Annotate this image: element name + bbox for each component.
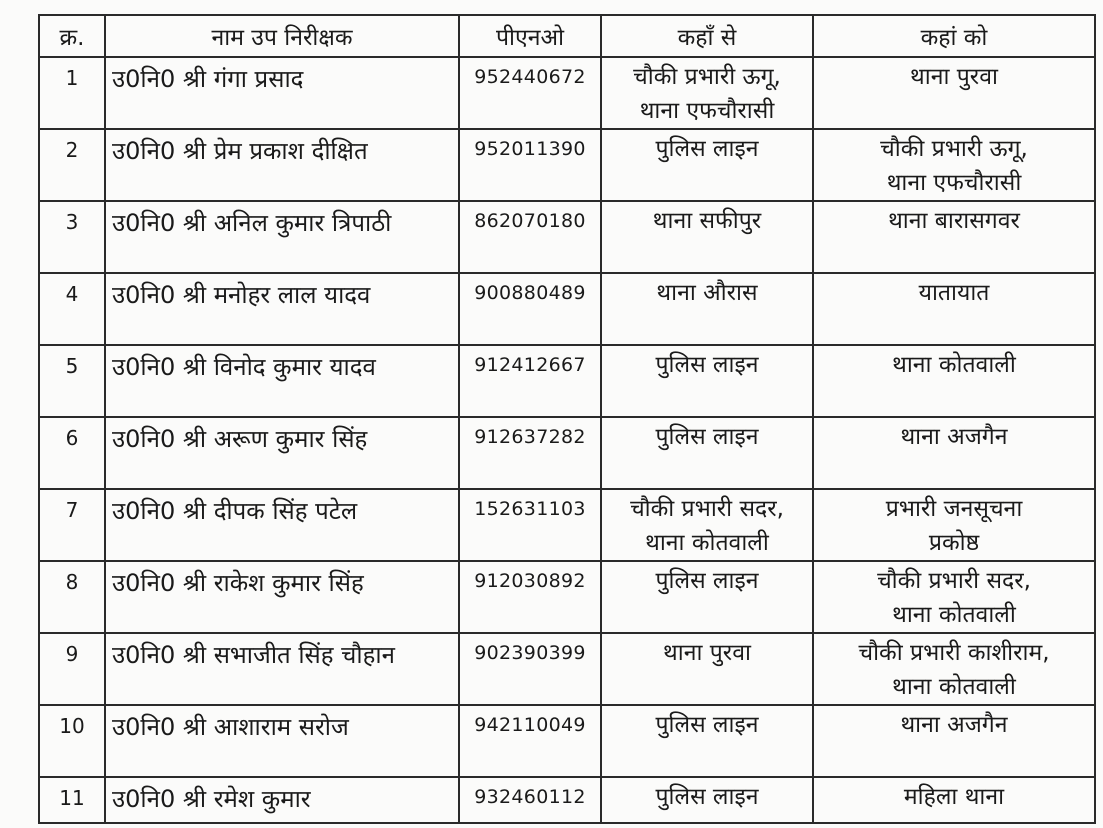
officer-name-cell: उ0नि0 श्री अरूण कुमार सिंह [105, 417, 459, 489]
officer-name-cell: उ0नि0 श्री रमेश कुमार [105, 777, 459, 823]
pno-cell: 952011390 [459, 129, 601, 201]
to-line: थाना एफचौरासी [886, 170, 1022, 196]
serial-cell: 10 [39, 705, 105, 777]
pno-cell: 952440672 [459, 57, 601, 129]
serial-cell: 5 [39, 345, 105, 417]
to-cell [813, 777, 1095, 823]
to-cell [813, 273, 1095, 345]
pno-cell: 912412667 [459, 345, 601, 417]
pno-cell: 912637282 [459, 417, 601, 489]
from-cell [601, 273, 813, 345]
header-to: कहां को [813, 15, 1095, 57]
to-line: थाना अजगैन [900, 712, 1008, 738]
from-cell [601, 345, 813, 417]
table-header-row [39, 15, 1095, 57]
serial-cell: 11 [39, 777, 105, 823]
from-cell [601, 561, 813, 633]
header-serial: क्र. [39, 15, 105, 57]
header-from: कहाँ से [601, 15, 813, 57]
table-row [39, 273, 1095, 345]
to-line: चौकी प्रभारी ऊगू, [880, 136, 1028, 162]
pno-cell: 900880489 [459, 273, 601, 345]
from-line: पुलिस लाइन [655, 712, 759, 738]
to-line: चौकी प्रभारी काशीराम, [858, 640, 1050, 666]
to-line: यातायात [918, 280, 990, 306]
serial-cell: 1 [39, 57, 105, 129]
table-row [39, 345, 1095, 417]
officer-name-cell: उ0नि0 श्री दीपक सिंह पटेल [105, 489, 459, 561]
to-cell [813, 57, 1095, 129]
officer-name-cell: उ0नि0 श्री मनोहर लाल यादव [105, 273, 459, 345]
to-line: प्रकोष्ठ [928, 530, 980, 556]
to-line: महिला थाना [903, 784, 1005, 810]
serial-cell: 4 [39, 273, 105, 345]
from-line: पुलिस लाइन [655, 568, 759, 594]
from-cell [601, 57, 813, 129]
to-line: थाना कोतवाली [892, 352, 1016, 378]
table-row [39, 57, 1095, 129]
from-line: पुलिस लाइन [655, 352, 759, 378]
to-line: थाना पुरवा [910, 64, 998, 90]
officer-name-cell: उ0नि0 श्री प्रेम प्रकाश दीक्षित [105, 129, 459, 201]
to-cell [813, 345, 1095, 417]
officer-name-cell: उ0नि0 श्री आशाराम सरोज [105, 705, 459, 777]
from-line: थाना औरास [656, 280, 758, 306]
table-row [39, 417, 1095, 489]
serial-cell: 6 [39, 417, 105, 489]
pno-cell: 902390399 [459, 633, 601, 705]
from-cell [601, 417, 813, 489]
from-cell [601, 705, 813, 777]
serial-cell: 9 [39, 633, 105, 705]
from-line: थाना पुरवा [663, 640, 751, 666]
header-pno: पीएनओ [459, 15, 601, 57]
to-line: प्रभारी जनसूचना [885, 496, 1023, 522]
table-row [39, 561, 1095, 633]
officer-name-cell: उ0नि0 श्री अनिल कुमार त्रिपाठी [105, 201, 459, 273]
from-line: चौकी प्रभारी सदर, [630, 496, 784, 522]
header-name: नाम उप निरीक्षक [105, 15, 459, 57]
to-cell [813, 129, 1095, 201]
table-body [39, 57, 1095, 823]
from-line: थाना सफीपुर [652, 208, 762, 234]
from-line: पुलिस लाइन [655, 784, 759, 810]
serial-cell: 8 [39, 561, 105, 633]
to-cell [813, 417, 1095, 489]
table-row [39, 129, 1095, 201]
table-row [39, 705, 1095, 777]
transfer-table [38, 14, 1096, 824]
to-line: चौकी प्रभारी सदर, [877, 568, 1031, 594]
table-row [39, 777, 1095, 823]
serial-cell: 3 [39, 201, 105, 273]
officer-name-cell: उ0नि0 श्री राकेश कुमार सिंह [105, 561, 459, 633]
to-line: थाना कोतवाली [892, 602, 1016, 628]
to-line: थाना कोतवाली [892, 674, 1016, 700]
officer-name-cell: उ0नि0 श्री सभाजीत सिंह चौहान [105, 633, 459, 705]
from-line: थाना एफचौरासी [639, 98, 775, 124]
to-line: थाना अजगैन [900, 424, 1008, 450]
officer-name-cell: उ0नि0 श्री विनोद कुमार यादव [105, 345, 459, 417]
from-cell [601, 489, 813, 561]
to-line: थाना बारासगवर [888, 208, 1020, 234]
table-row [39, 489, 1095, 561]
pno-cell: 862070180 [459, 201, 601, 273]
to-cell [813, 561, 1095, 633]
to-cell [813, 705, 1095, 777]
pno-cell: 912030892 [459, 561, 601, 633]
from-cell [601, 777, 813, 823]
pno-cell: 942110049 [459, 705, 601, 777]
serial-cell: 2 [39, 129, 105, 201]
from-cell [601, 633, 813, 705]
serial-cell: 7 [39, 489, 105, 561]
pno-cell: 152631103 [459, 489, 601, 561]
from-line: चौकी प्रभारी ऊगू, [633, 64, 781, 90]
from-cell [601, 201, 813, 273]
from-line: पुलिस लाइन [655, 136, 759, 162]
table-row [39, 201, 1095, 273]
pno-cell: 932460112 [459, 777, 601, 823]
table-row [39, 633, 1095, 705]
from-line: थाना कोतवाली [645, 530, 769, 556]
from-cell [601, 129, 813, 201]
to-cell [813, 201, 1095, 273]
to-cell [813, 489, 1095, 561]
from-line: पुलिस लाइन [655, 424, 759, 450]
to-cell [813, 633, 1095, 705]
officer-name-cell: उ0नि0 श्री गंगा प्रसाद [105, 57, 459, 129]
